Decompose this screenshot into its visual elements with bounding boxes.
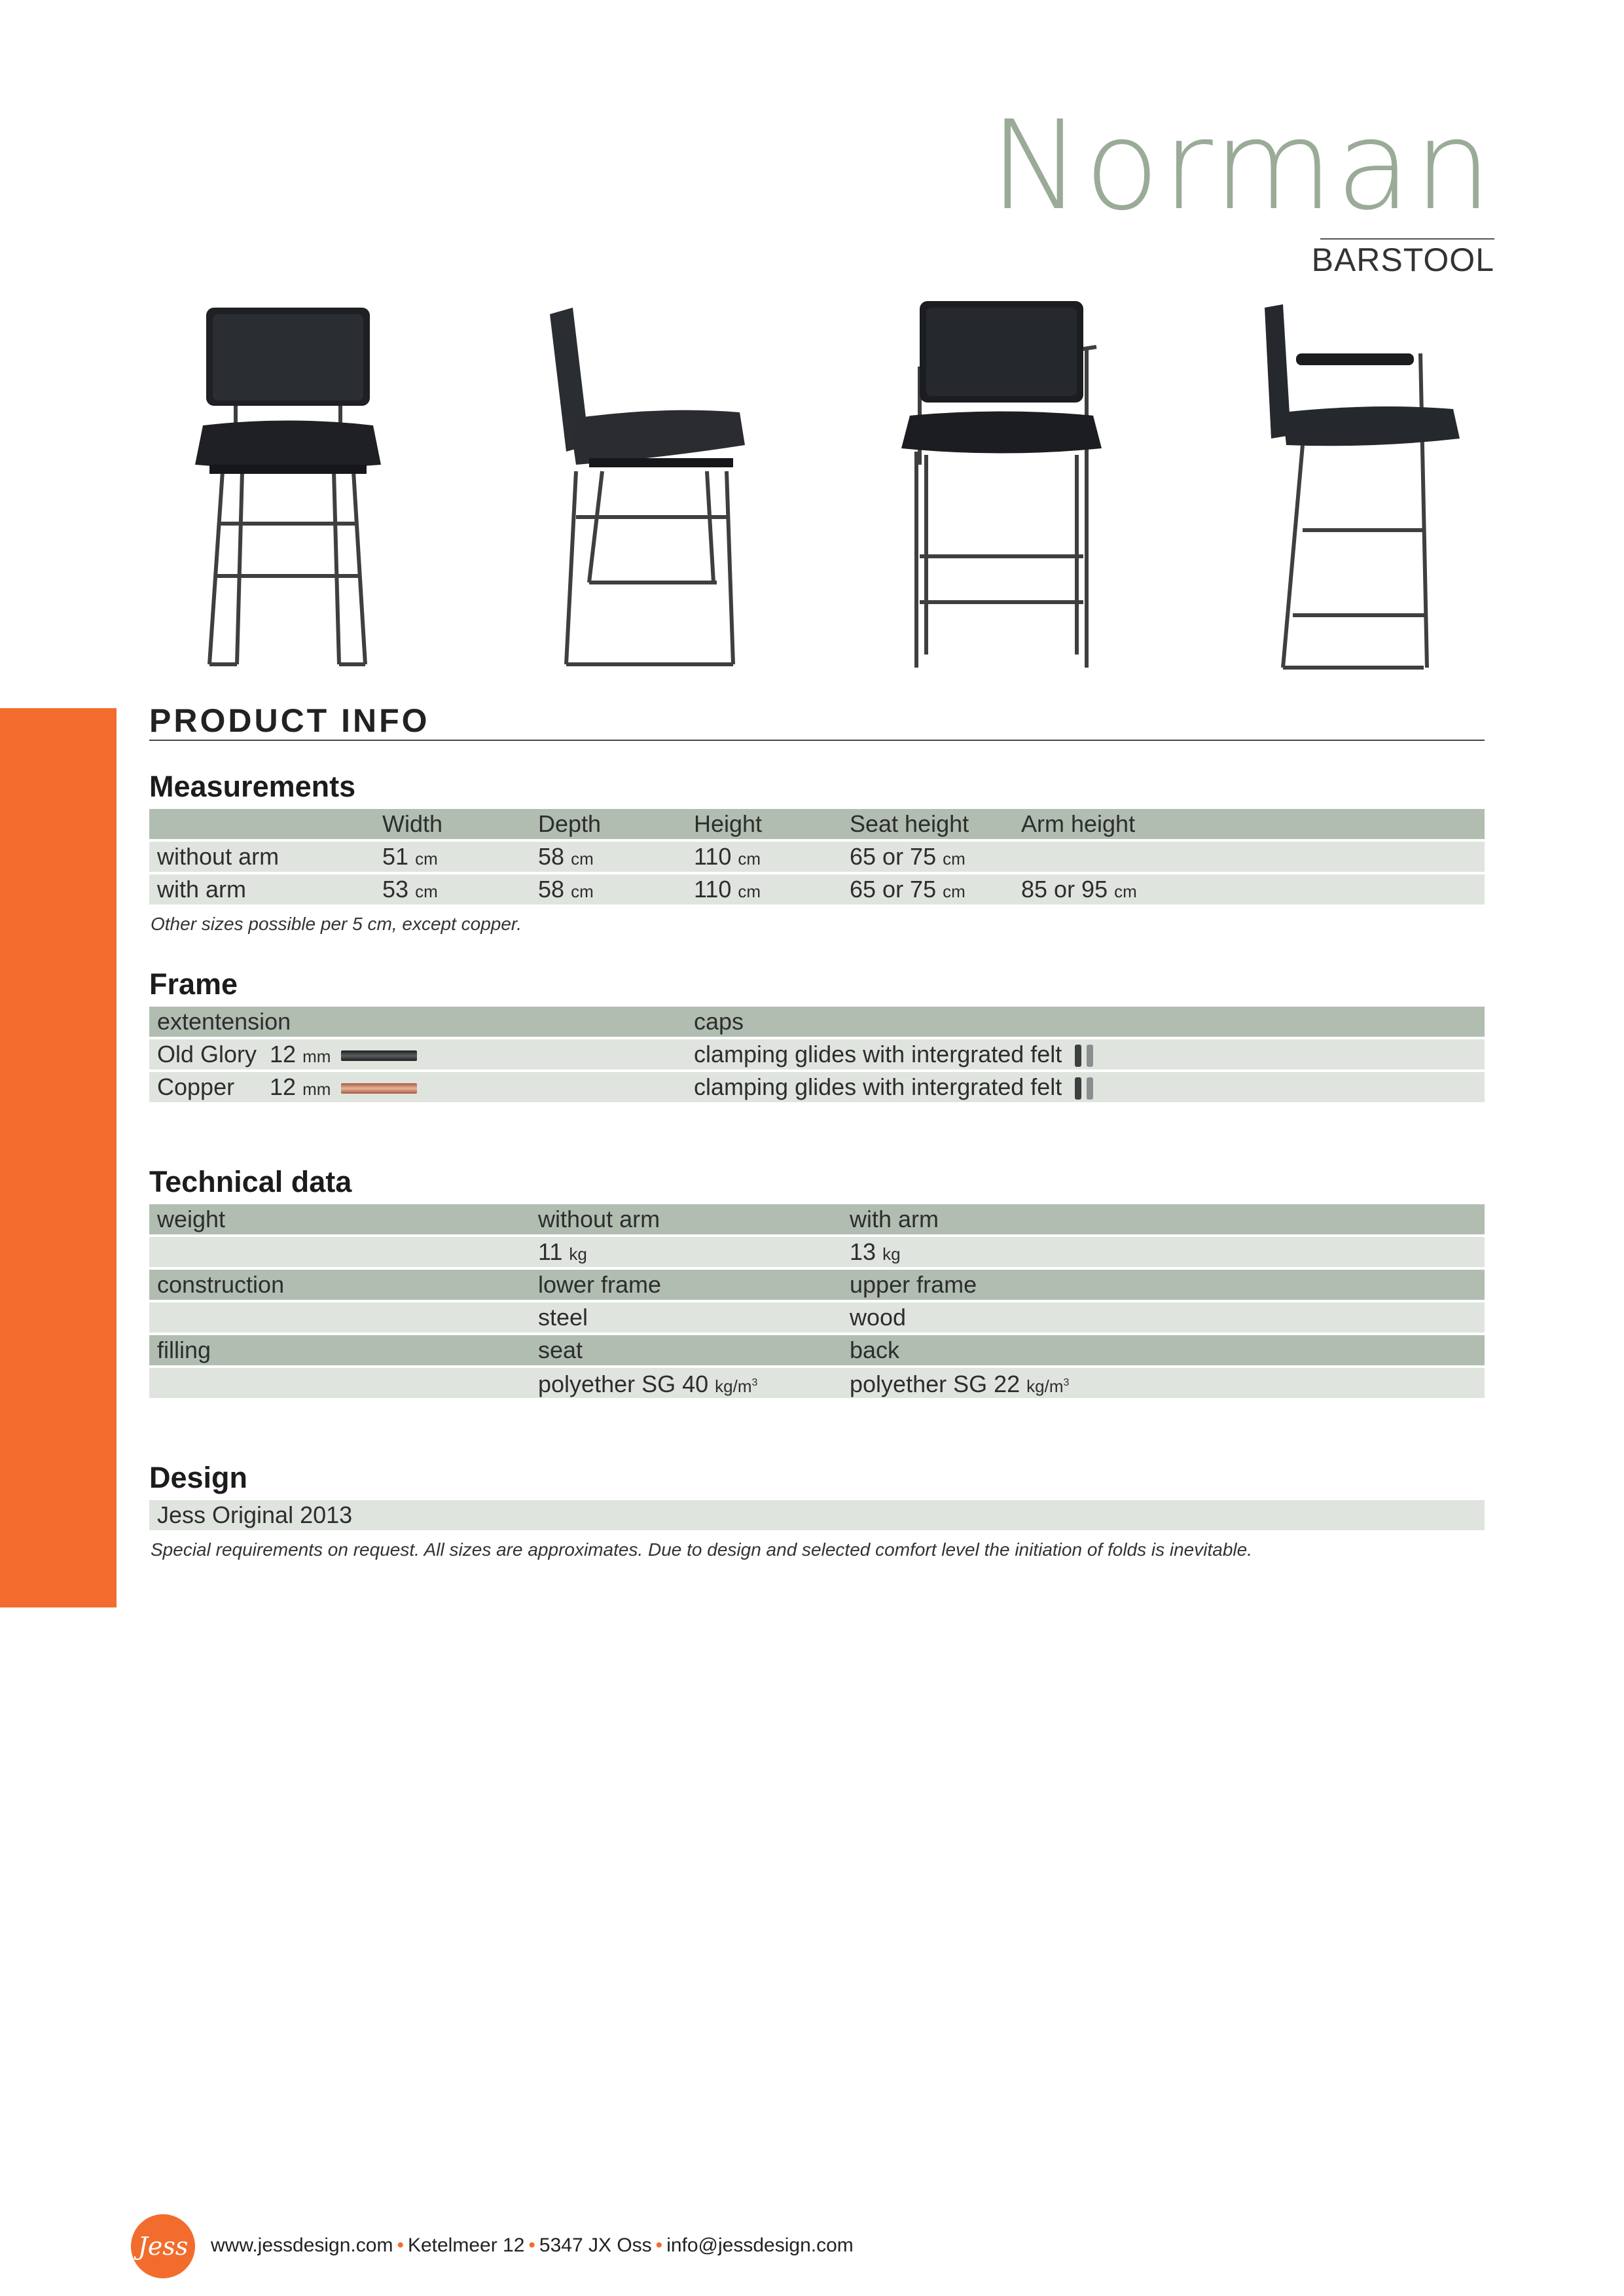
frame-size: 12 mm: [270, 1039, 417, 1071]
column-header: extentension: [157, 1008, 291, 1035]
table-row: [149, 1335, 1485, 1365]
back-filling-value: polyether SG 22 $kg/m^3$: [850, 1371, 1070, 1397]
height-value: 110 cm: [694, 876, 761, 903]
orange-side-bar: [0, 708, 117, 1607]
row-label: without arm: [157, 843, 280, 870]
table-row: [149, 842, 1485, 872]
glide-icon: [1087, 1045, 1093, 1067]
footer-address: Ketelmeer 12: [407, 2234, 525, 2256]
glide-icon: [1087, 1077, 1093, 1100]
column-header: Depth: [538, 810, 602, 837]
glide-icon: [1075, 1045, 1081, 1067]
table-row: [149, 1368, 1485, 1398]
column-header: back: [850, 1336, 900, 1363]
arm-height-value: 85 or 95 cm: [1021, 876, 1137, 903]
glide-icon: [1075, 1077, 1081, 1100]
frame-finish-name: Old Glory: [157, 1041, 257, 1067]
measurements-table: [149, 809, 1485, 907]
column-header: caps: [694, 1008, 744, 1035]
row-label: filling: [157, 1336, 211, 1363]
barstool-armrest-front-image: [900, 301, 1103, 681]
technical-table: [149, 1204, 1485, 1401]
footer-city: 5347 JX Oss: [539, 2234, 652, 2256]
jess-logo: Jess: [131, 2214, 195, 2278]
column-header: Seat height: [850, 810, 969, 837]
email-link[interactable]: info@jessdesign.com: [666, 2234, 854, 2256]
lower-frame-value: steel: [538, 1304, 588, 1331]
caps-value: clamping glides with intergrated felt: [694, 1072, 1093, 1102]
upper-frame-value: wood: [850, 1304, 907, 1331]
technical-heading: Technical data: [149, 1165, 352, 1198]
copper-swatch: [341, 1083, 417, 1094]
website-link[interactable]: www.jessdesign.com: [211, 2234, 393, 2256]
seat-filling-value: polyether SG 40 $kg/m^3$: [538, 1371, 758, 1397]
design-value: Jess Original 2013: [157, 1501, 353, 1528]
width-value: 51 cm: [382, 843, 438, 870]
measurements-note: Other sizes possible per 5 cm, except copper.: [151, 914, 522, 934]
column-header: lower frame: [538, 1271, 662, 1298]
column-header: Arm height: [1021, 810, 1136, 837]
design-note: Special requirements on request. All sizes are approximates. Due to design and selected comfort level the initiation of folds is inevitable.: [151, 1539, 1252, 1560]
product-info-title: PRODUCT INFO: [149, 702, 430, 739]
barstool-armrest-side-image: [1257, 301, 1466, 681]
frame-finish-name: Copper: [157, 1073, 235, 1100]
column-header: Height: [694, 810, 763, 837]
caps-value: clamping glides with intergrated felt: [694, 1039, 1093, 1069]
title-divider: [1320, 238, 1494, 240]
weight-with-arm: 13 kg: [850, 1238, 901, 1265]
row-label: construction: [157, 1271, 285, 1298]
height-value: 110 cm: [694, 843, 761, 870]
product-subtitle: BARSTOOL: [1311, 242, 1494, 278]
row-label: with arm: [157, 876, 247, 903]
footer-contact: www.jessdesign.com • Ketelmeer 12 • 5347 JX Oss • info@jessdesign.com: [211, 2234, 854, 2256]
column-header: upper frame: [850, 1271, 977, 1298]
barstool-side-image: [537, 301, 746, 681]
depth-value: 58 cm: [538, 876, 594, 903]
seat-height-value: 65 or 75 cm: [850, 843, 965, 870]
measurements-header-row: [149, 809, 1485, 839]
frame-size: 12 mm: [270, 1072, 417, 1104]
frame-header-row: [149, 1007, 1485, 1037]
weight-without-arm: 11 kg: [538, 1238, 587, 1265]
barstool-front-image: [190, 301, 386, 681]
design-heading: Design: [149, 1461, 248, 1494]
table-row: [149, 1237, 1485, 1267]
seat-height-value: 65 or 75 cm: [850, 876, 965, 903]
column-header: with arm: [850, 1206, 939, 1232]
section-divider: [149, 740, 1485, 741]
column-header: seat: [538, 1336, 583, 1363]
measurements-heading: Measurements: [149, 770, 356, 803]
table-row: [149, 874, 1485, 905]
table-row: [149, 1204, 1485, 1234]
product-title: Norman: [989, 94, 1494, 238]
column-header: Width: [382, 810, 443, 837]
table-row: [149, 1270, 1485, 1300]
width-value: 53 cm: [382, 876, 438, 903]
row-label: weight: [157, 1206, 226, 1232]
depth-value: 58 cm: [538, 843, 594, 870]
old-glory-swatch: [341, 1050, 417, 1061]
table-row: [149, 1072, 1485, 1102]
table-row: [149, 1500, 1485, 1530]
column-header: without arm: [538, 1206, 660, 1232]
design-table: [149, 1500, 1485, 1533]
frame-heading: Frame: [149, 967, 238, 1001]
table-row: [149, 1039, 1485, 1069]
table-row: [149, 1302, 1485, 1333]
frame-table: [149, 1007, 1485, 1105]
